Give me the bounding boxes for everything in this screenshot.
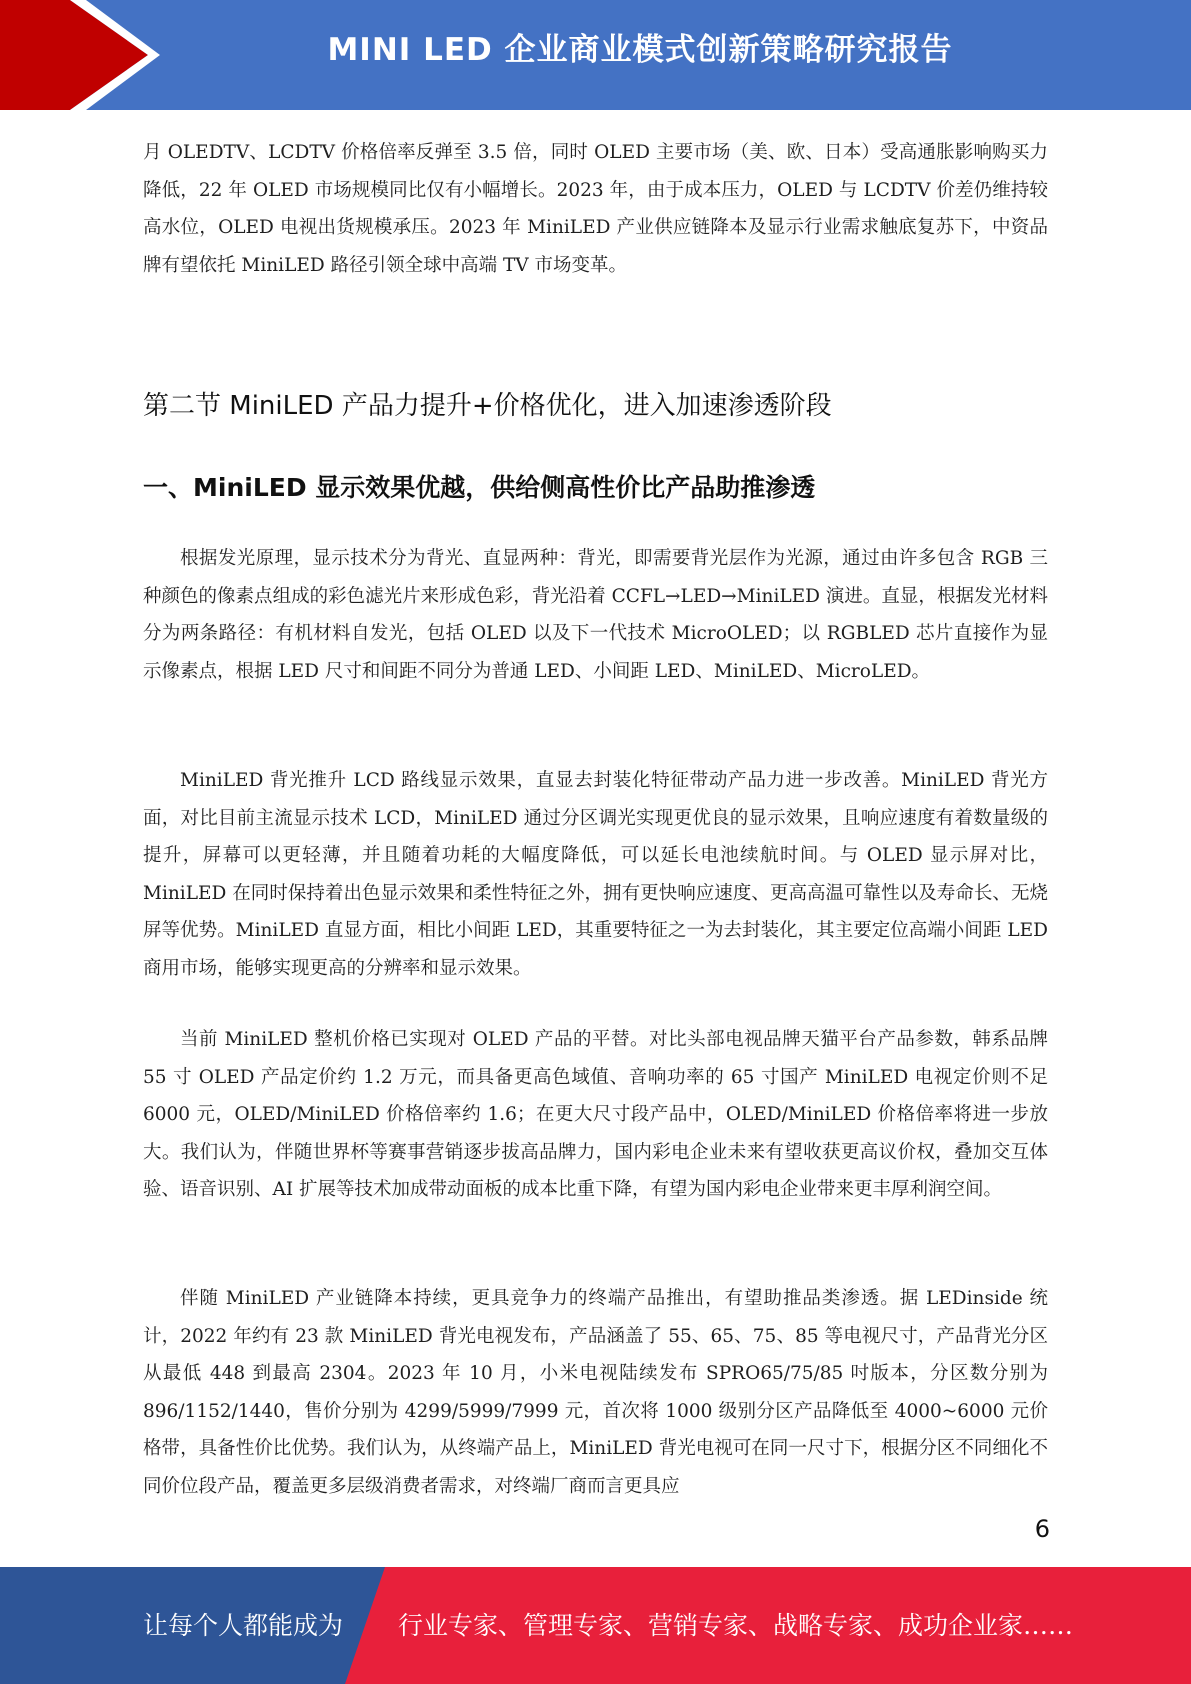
report-title: MINI LED 企业商业模式创新策略研究报告: [327, 32, 953, 68]
section-heading: 第二节 MiniLED 产品力提升+价格优化，进入加速渗透阶段: [143, 391, 832, 421]
body-paragraph: 当前 MiniLED 整机价格已实现对 OLED 产品的平替。对比头部电视品牌天猫平台产品参数，韩系品牌 55 寸 OLED 产品定价约 1.2 万元，而具备更高色域值、音响功率的 65 寸国产 MiniLED 电视定价则不足 6000 元，OLED/MiniLED 价格倍率约 1.6；在更大尺寸段产品中，OLED/MiniLED 价格倍率将进一步放大。我们认为，伴随世界杯等赛事营销逐步拔高品牌力，国内彩电企业未来有望收获更高议价权，叠加交互体验、语音识别、AI 扩展等技术加成带动面板的成本比重下降，有望为国内彩电企业带来更丰厚利润空间。: [143, 1029, 1048, 1200]
header-banner: [0, 0, 1191, 110]
footer-slogan-left: 让每个人都能成为: [143, 1611, 344, 1640]
subsection-heading: 一、MiniLED 显示效果优越，供给侧高性价比产品助推渗透: [143, 473, 816, 502]
body-paragraph: 根据发光原理，显示技术分为背光、直显两种：背光，即需要背光层作为光源，通过由许多包含 RGB 三种颜色的像素点组成的彩色滤光片来形成色彩，背光沿着 CCFL→LED→MiniLED 演进。直显，根据发光材料分为两条路径：有机材料自发光，包括 OLED 以及下一代技术 MicroOLED；以 RGBLED 芯片直接作为显示像素点，根据 LED 尺寸和间距不同分为普通 LED、小间距 LED、MiniLED、MicroLED。: [143, 548, 1048, 682]
body-paragraph: 伴随 MiniLED 产业链降本持续，更具竞争力的终端产品推出，有望助推品类渗透。据 LEDinside 统计，2022 年约有 23 款 MiniLED 背光电视发布，产品涵盖了 55、65、75、85 等电视尺寸，产品背光分区从最低 448 到最高 2304。2023 年 10 月，小米电视陆续发布 SPRO65/75/85 吋版本，分区数分别为 896/1152/1440，售价分别为 4299/5999/7999 元，首次将 1000 级别分区产品降低至 4000~6000 元价格带，具备性价比优势。我们认为，从终端产品上，MiniLED 背光电视可在同一尺寸下，根据分区不同细化不同价位段产品，覆盖更多层级消费者需求，对终端厂商而言更具应: [143, 1288, 1048, 1497]
intro-paragraph: 月 OLEDTV、LCDTV 价格倍率反弹至 3.5 倍，同时 OLED 主要市场（美、欧、日本）受高通胀影响购买力降低，22 年 OLED 市场规模同比仅有小幅增长。2023 年，由于成本压力，OLED 与 LCDTV 价差仍维持较高水位，OLED 电视出货规模承压。2023 年 MiniLED 产业供应链降本及显示行业需求触底复苏下，中资品牌有望依托 MiniLED 路径引领全球中高端 TV 市场变革。: [143, 142, 1048, 276]
page-number: 6: [1034, 1515, 1050, 1543]
footer-banner: [0, 1567, 1191, 1684]
footer-slogan-right: 行业专家、管理专家、营销专家、战略专家、成功企业家……: [398, 1611, 1074, 1640]
body-paragraph: MiniLED 背光推升 LCD 路线显示效果，直显去封装化特征带动产品力进一步改善。MiniLED 背光方面，对比目前主流显示技术 LCD，MiniLED 通过分区调光实现更优良的显示效果，且响应速度有着数量级的提升，屏幕可以更轻薄，并且随着功耗的大幅度降低，可以延长电池续航时间。与 OLED 显示屏对比，MiniLED 在同时保持着出色显示效果和柔性特征之外，拥有更快响应速度、更高高温可靠性以及寿命长、无烧屏等优势。MiniLED 直显方面，相比小间距 LED，其重要特征之一为去封装化，其主要定位高端小间距 LED 商用市场，能够实现更高的分辨率和显示效果。: [143, 770, 1048, 979]
